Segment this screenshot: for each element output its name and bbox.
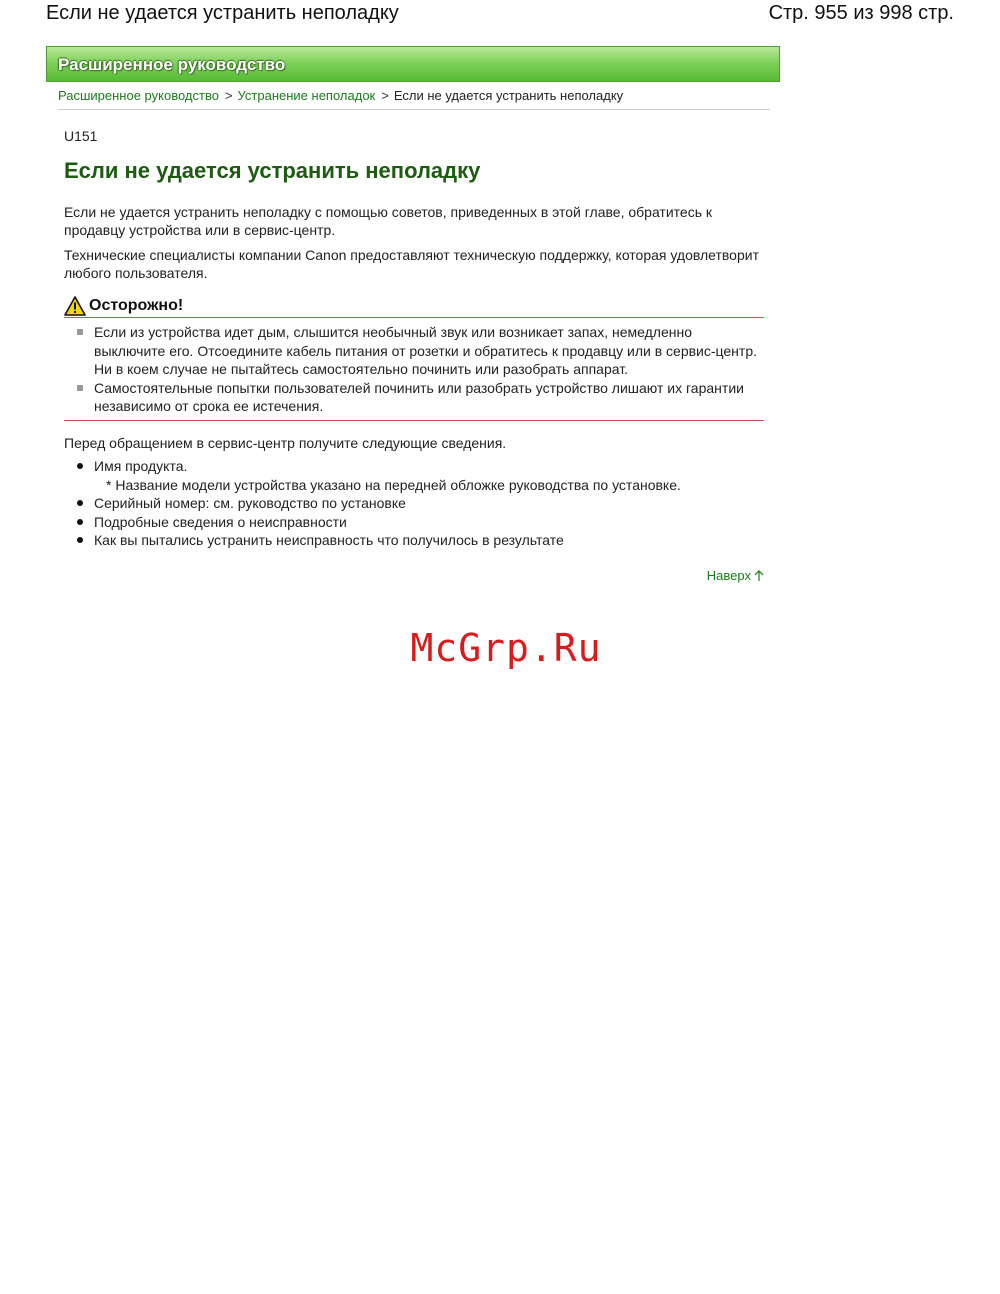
page-counter: Стр. 955 из 998 стр. (768, 2, 954, 24)
caution-divider-top (64, 317, 764, 318)
service-intro: Перед обращением в сервис-центр получите следующие сведения. (64, 435, 507, 451)
list-item-text: Подробные сведения о неисправности (94, 513, 347, 530)
square-bullet-icon (77, 329, 83, 335)
back-to-top-label: Наверх (706, 568, 751, 583)
watermark-text: McGrp.Ru (410, 626, 602, 670)
caution-header (64, 294, 183, 318)
manual-banner (46, 46, 780, 82)
breadcrumb-current: Если не удается устранить неполадку (393, 88, 624, 103)
warning-triangle-icon (64, 296, 86, 316)
page-title: Если не удается устранить неполадку (64, 158, 481, 183)
info-list (64, 457, 764, 550)
intro-paragraph-1: Если не удается устранить неполадку с помощью советов, приведенных в этой главе, обратитесь к продавцу устройства или в сервис-центр. (64, 204, 713, 238)
breadcrumb-divider (58, 109, 770, 110)
caution-title: Осторожно! (89, 297, 184, 314)
breadcrumb (58, 88, 623, 103)
page-header-title: Если не удается устранить неполадку (46, 2, 399, 24)
caution-item (64, 379, 764, 416)
banner-title: Расширенное руководство (58, 55, 286, 74)
caution-item (64, 323, 764, 379)
list-item-text: Серийный номер: см. руководство по установке (94, 495, 406, 511)
bullet-icon (77, 463, 83, 469)
list-item-text: Как вы пытались устранить неисправность что получилось в результате (94, 532, 564, 548)
arrow-up-icon (754, 569, 764, 582)
bullet-icon (77, 537, 83, 543)
list-item-text: Имя продукта. (94, 458, 188, 474)
breadcrumb-link-troubleshooting[interactable]: Устранение неполадок (237, 88, 376, 103)
intro-paragraph-2: Технические специалисты компании Canon предоставляют техническую поддержку, которая удовлетворит любого пользователя. (64, 247, 759, 281)
list-item (64, 513, 764, 532)
caution-item-text: Самостоятельные попытки пользователей починить или разобрать устройство лишают их гарантии независимо от срока ее истечения. (94, 379, 744, 414)
list-item (64, 457, 764, 494)
watermark (0, 626, 1000, 670)
breadcrumb-separator: > (224, 88, 233, 103)
breadcrumb-separator: > (381, 88, 389, 103)
list-item-note: * Название модели устройства указано на передней обложке руководства по установке. (106, 476, 681, 493)
caution-list (64, 323, 764, 416)
back-to-top-link[interactable] (707, 568, 764, 583)
list-item (64, 531, 764, 550)
breadcrumb-link-advanced-guide[interactable]: Расширенное руководство (58, 88, 219, 103)
list-item (64, 494, 764, 513)
caution-item-text: Если из устройства идет дым, слышится необычный звук или возникает запах, немедленно выключите его. Отсоедините кабель питания от розетки и обратитесь к продавцу или в сервис-центр. Ни в коем случае не пытайтесь самостоятельно починить или разобрать аппарат. (94, 324, 758, 377)
square-bullet-icon (77, 385, 83, 391)
page-code: U151 (64, 128, 98, 144)
caution-divider-bottom (64, 420, 764, 421)
bullet-icon (77, 519, 83, 525)
bullet-icon (77, 500, 83, 506)
